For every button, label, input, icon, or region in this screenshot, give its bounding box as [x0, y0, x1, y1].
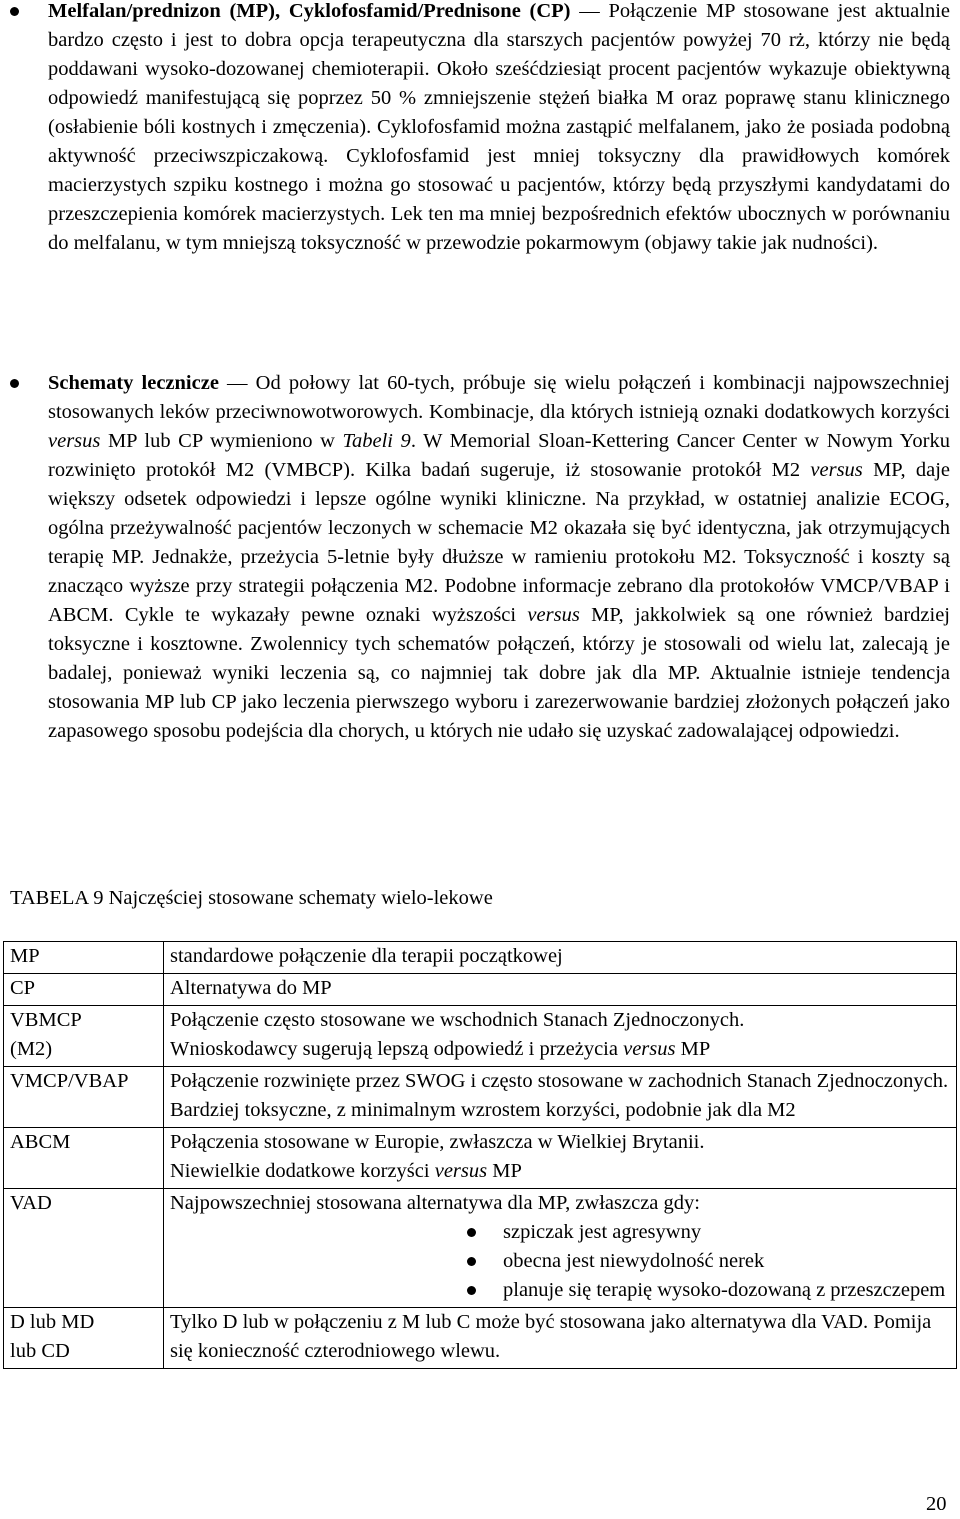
bullet-text: Od połowy lat 60-tych, próbuje się wielu połączeń i kombinacji najpowszechniej stosowanych leków przeciwnowotworowych. Kombinacje, dla których istnieją oznaki dodatkowych korzyści [48, 372, 951, 423]
bullet-item-mp-cp [48, 0, 950, 258]
versus-term: versus [434, 1160, 488, 1182]
description-line: Połączenie często stosowane we wschodnich Stanach Zjednoczonych. [170, 1009, 745, 1031]
page-number: 20 [926, 1493, 947, 1515]
regimen-description: standardowe połączenie dla terapii początkowej [164, 942, 957, 974]
condition-text: szpiczak jest agresywny [503, 1221, 702, 1243]
versus-term: versus [527, 604, 580, 626]
em-dash: — [570, 0, 609, 22]
versus-term: versus [810, 459, 863, 481]
bullet-dot-icon [467, 1286, 476, 1295]
regimen-name: VMCP/VBAP [4, 1067, 164, 1128]
table-row [4, 974, 957, 1006]
bullet-text: . W Memorial Sloan-Kettering Cancer Center w Nowym Yorku rozwinięto protokół M2 (VMBCP). Kilka badań sugeruje, iż stosowanie protokół M2 [48, 430, 950, 481]
bullet-text: MP, jakkolwiek są one również bardziej toksyczne i kosztowne. Zwolennicy tych schematów połączeń, którzy je stosowali od wielu lat, zalecają je badalej, ponieważ wyniki leczenia są, co najmniej tak dobre jak dla MP. Aktualnie istnieje tendencja stosowania MP lub CP jako leczenia pierwszego wyboru i zarezerwowanie bardziej złożonych połączeń jako zapasowego sposobu podejścia dla chorych, u których nie udało się uzyskać zadowalającej odpowiedzi. [48, 604, 950, 742]
table-row [4, 1308, 957, 1369]
description-text: MP [487, 1160, 522, 1182]
bullet-heading: Melfalan/prednizon (MP), Cyklofosfamid/Prednisone (CP) [48, 0, 571, 22]
bullet-dot-icon [467, 1257, 476, 1266]
description-text: Wnioskodawcy sugerują lepszą odpowiedź i przeżycia [170, 1038, 624, 1060]
description-line [170, 1157, 950, 1186]
regimen-name-line: D lub MD [10, 1311, 95, 1333]
regimen-name [4, 1006, 164, 1067]
regimen-description: Połączenie rozwinięte przez SWOG i często stosowane w zachodnich Stanach Zjednoczonych. Bardziej toksyczne, z minimalnym wzrostem korzyści, podobnie jak dla M2 [164, 1067, 957, 1128]
bullet-heading: Schematy lecznicze [48, 372, 219, 394]
description-line [170, 1035, 950, 1064]
bullet-text: MP lub CP wymieniono w [100, 430, 343, 452]
bullet-dot-icon [10, 379, 19, 388]
table-row [4, 942, 957, 974]
list-item [503, 1218, 950, 1247]
regimen-name [4, 1308, 164, 1369]
bullet-text: MP, daje większy odsetek odpowiedzi i lepsze ogólne wyniki kliniczne. Na przykład, w ostatniej analizie ECOG, ogólna przeżywalność pacjentów leczonych w schemacie M2 okazała się być identyczna, jak otrzymujących terapię MP. Jednakże, przeżycia 5-letnie były dłuższe w ramieniu protokołu M2. Toksyczność i koszty są znacząco wyższe przy strategii połączenia M2. Podobne informacje zebrano dla protokołów VMCP/VBAP i ABCM. Cykle te wykazały pewne oznaki wyższości [48, 459, 951, 626]
regimen-description: Alternatywa do MP [164, 974, 957, 1006]
table-row [4, 1006, 957, 1067]
table-caption: TABELA 9 Najczęściej stosowane schematy wielo-lekowe [10, 887, 493, 909]
em-dash: — [218, 372, 256, 394]
bullet-text: Połączenie MP stosowane jest aktualnie bardzo często i jest to dobra opcja terapeutyczna dla starszych pacjentów powyżej 70 rż, którzy nie będą poddawani wysoko-dozowanej chemioterapii. Około sześćdziesiąt procent pacjentów wykazuje obiektywną odpowiedź manifestującą się poprzez 50 % zmniejszenie stężeń białka M oraz poprawę stanu klinicznego (osłabienie bóli kostnych i zmęczenia). Cyklofosfamid można zastąpić melfalanem, jako że posiada podobną aktywność przeciwszpiczakową. Cyklofosfamid jest mniej toksyczny dla prawidłowych komórek macierzystych szpiku kostnego i można go stosować u pacjentów, którzy będą przyszłymi kandydatami do przeszczepienia komórek macierzystych. Lek ten ma mniej bezpośrednich efektów ubocznych w porównaniu do melfalanu, w tym mniejszą toksyczność w przewodzie pokarmowym (objawy takie jak nudności). [48, 0, 950, 254]
regimen-description: Tylko D lub w połączeniu z M lub C może być stosowana jako alternatywa dla VAD. Pomija się konieczność czterodniowego wlewu. [164, 1308, 957, 1369]
regimen-name: MP [4, 942, 164, 974]
vad-conditions-list [170, 1218, 950, 1305]
condition-text: planuje się terapię wysoko-dozowaną z przeszczepem [503, 1279, 946, 1301]
regimen-name-line: VBMCP [10, 1009, 82, 1031]
description-line: Połączenia stosowane w Europie, zwłaszcza w Wielkiej Brytanii. [170, 1131, 705, 1153]
description-line: Najpowszechniej stosowana alternatywa dla MP, zwłaszcza gdy: [170, 1192, 700, 1214]
table-row [4, 1189, 957, 1308]
regimen-name: CP [4, 974, 164, 1006]
regimen-description [164, 1189, 957, 1308]
description-text: MP [675, 1038, 711, 1060]
condition-text: obecna jest niewydolność nerek [503, 1250, 765, 1272]
list-item [503, 1276, 950, 1305]
regimen-name: ABCM [4, 1128, 164, 1189]
regimen-name-line: lub CD [10, 1340, 70, 1362]
table-row [4, 1067, 957, 1128]
table-reference: Tabeli 9 [342, 430, 411, 452]
table-row [4, 1128, 957, 1189]
regimen-description [164, 1128, 957, 1189]
description-text: Niewielkie dodatkowe korzyści [170, 1160, 435, 1182]
bullet-item-schematy [48, 369, 950, 746]
regimen-name: VAD [4, 1189, 164, 1308]
versus-term: versus [48, 430, 101, 452]
bullet-dot-icon [10, 7, 19, 16]
versus-term: versus [623, 1038, 676, 1060]
list-item [503, 1247, 950, 1276]
regimen-name-line: (M2) [10, 1038, 53, 1060]
regimen-description [164, 1006, 957, 1067]
bullet-dot-icon [467, 1228, 476, 1237]
regimens-table [3, 941, 957, 1369]
